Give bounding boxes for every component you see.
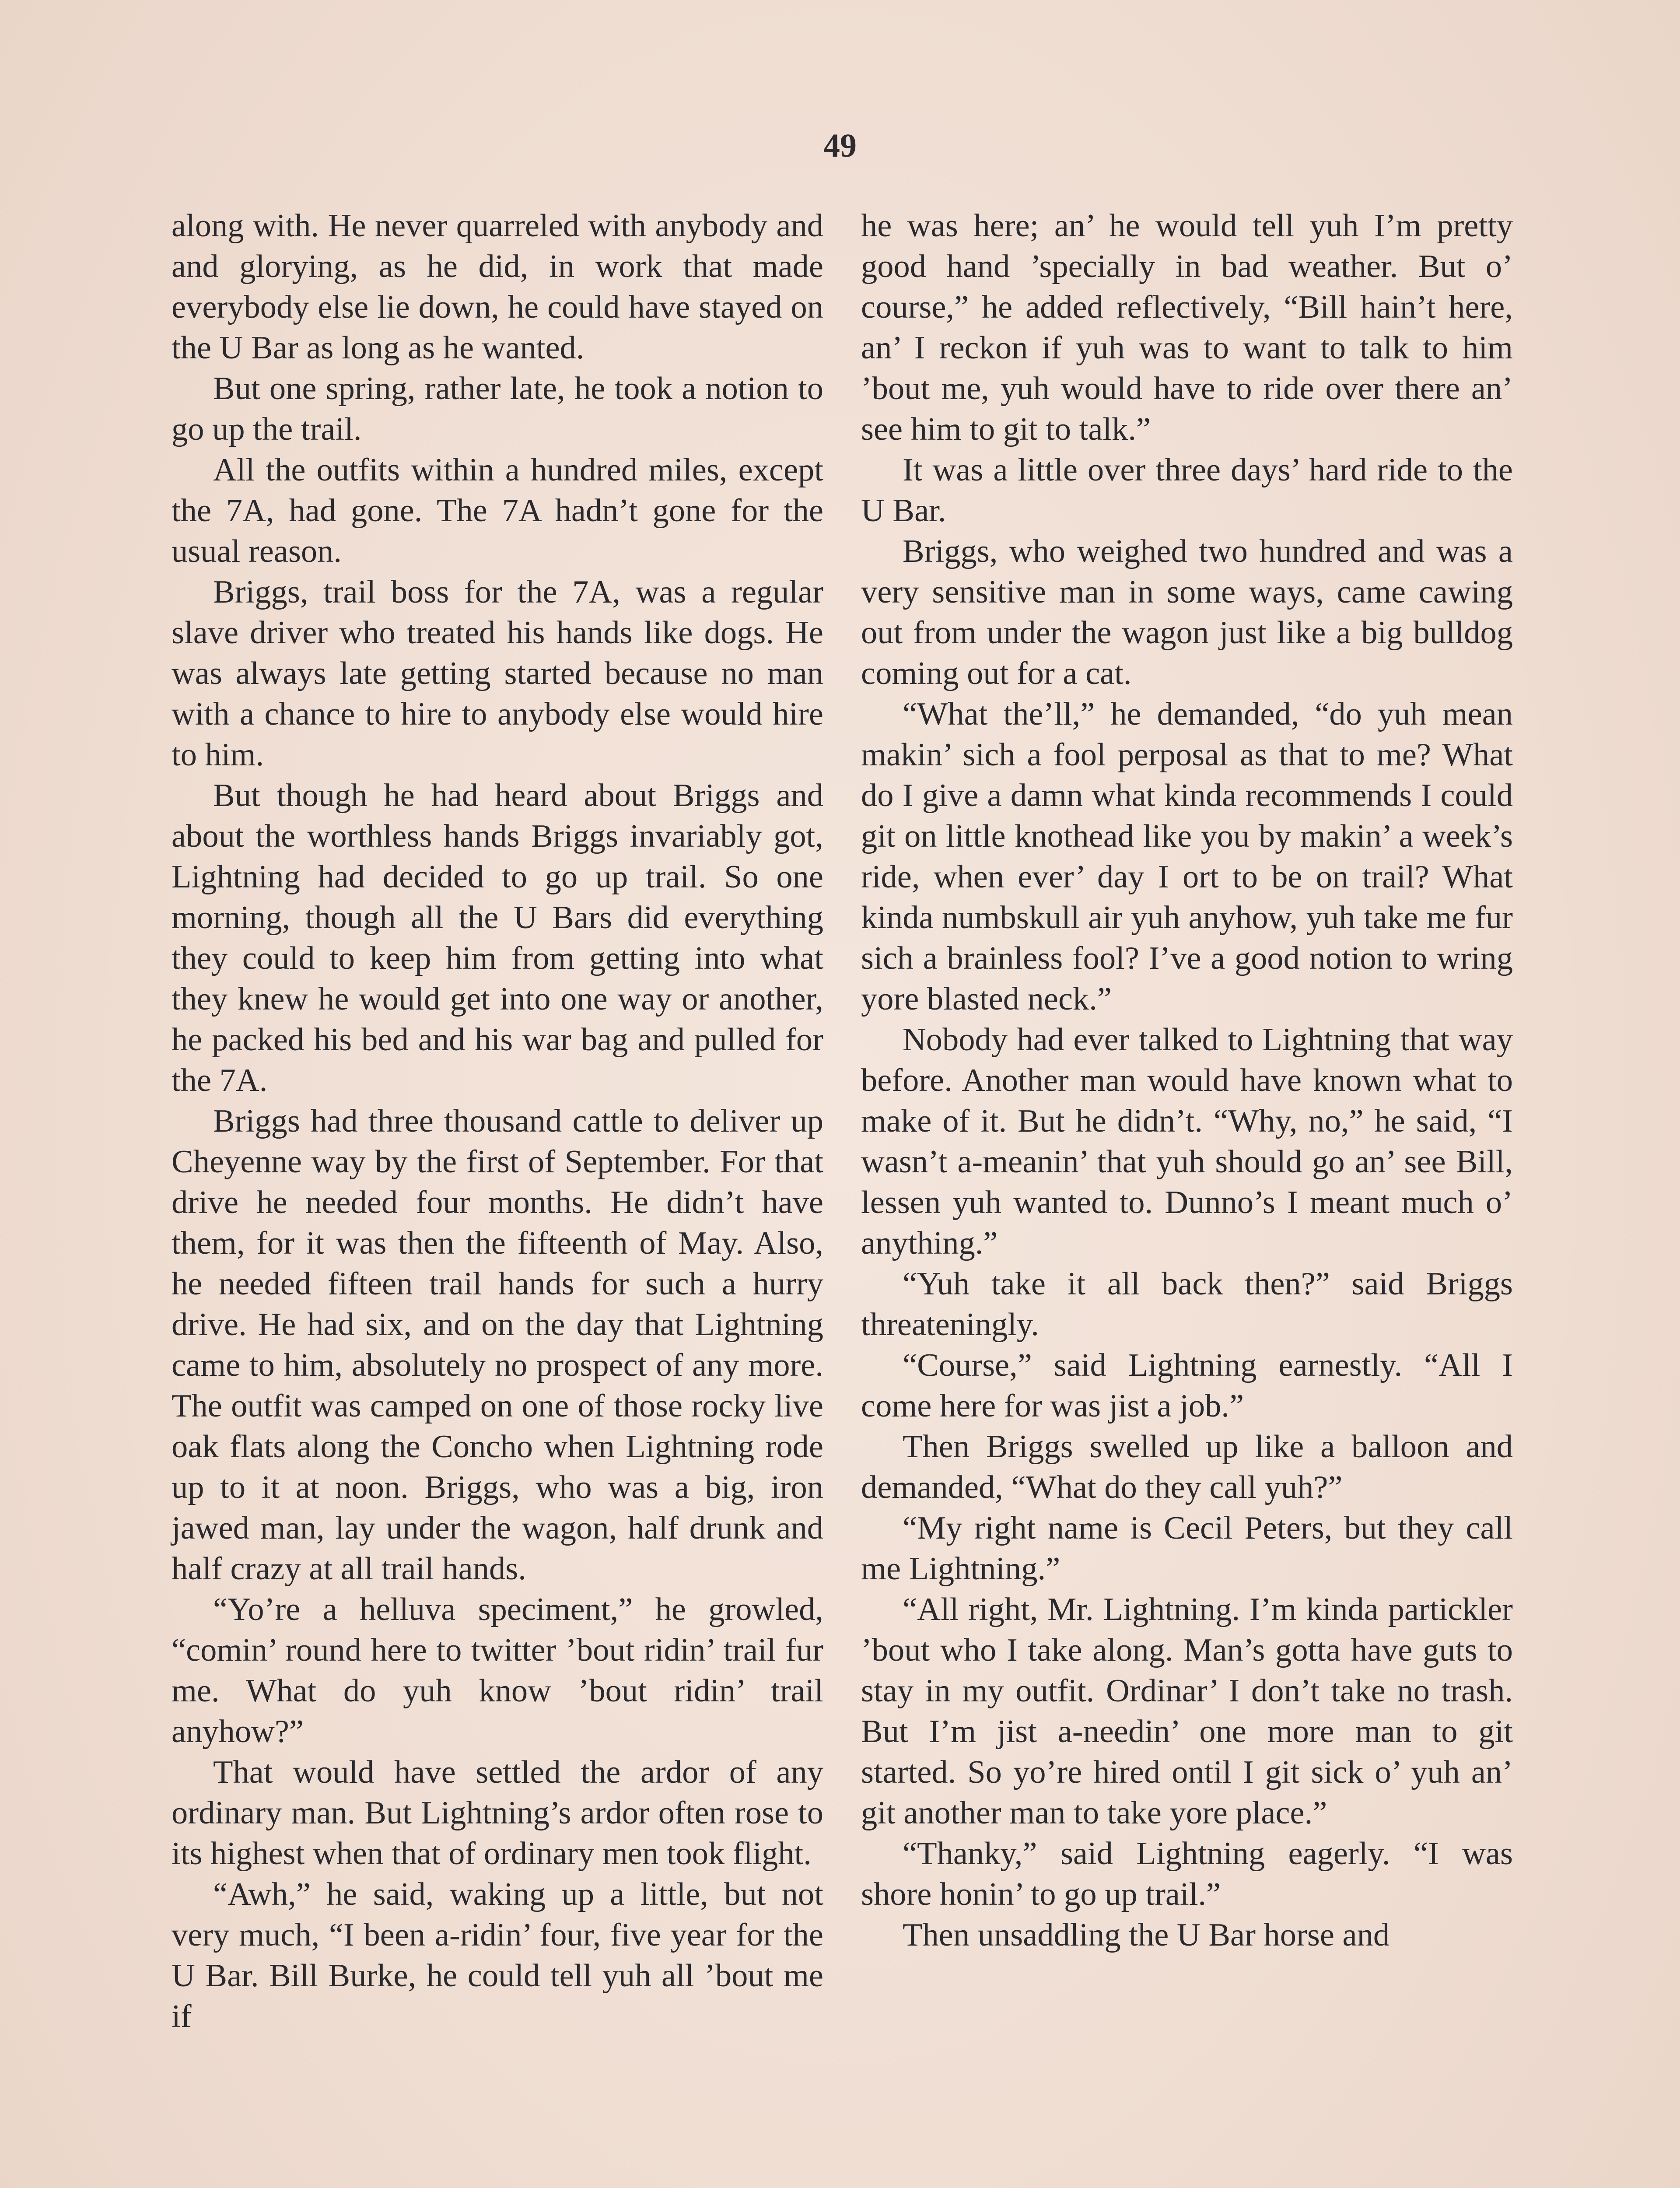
paragraph: “Awh,” he said, waking up a little, but not very much, “I been a-ridin’ four, five year for the U Bar. Bill Burke, he could tell yuh all ’bout me if <box>172 1876 823 2034</box>
paragraph: “Thanky,” said Lightning eagerly. “I was shore honin’ to go up trail.” <box>861 1836 1513 1912</box>
paragraph: Briggs, trail boss for the 7A, was a regular slave driver who treated his hands like dogs. He was always late getting started because no man with a chance to hire to anybody else would hire to him. <box>172 574 823 773</box>
paragraph: “Yo’re a helluva speciment,” he growled, “comin’ round here to twitter ’bout ridin’ trail fur me. What do yuh know ’bout ridin’ trail anyhow?” <box>172 1592 823 1750</box>
paragraph: he was here; an’ he would tell yuh I’m pretty good hand ’specially in bad weather. But o’ course,” he added reflectively, “Bill hain’t here, an’ I reckon if yuh was to want to talk to him ’bout me, yuh would have to ride over there an’ see him to git to talk.” <box>861 208 1513 447</box>
text-column-left <box>172 206 823 2037</box>
paragraph: That would have settled the ardor of any ordinary man. But Lightning’s ardor often rose to its highest when that of ordinary men took flight. <box>172 1754 823 1872</box>
paragraph: “What the’ll,” he demanded, “do yuh mean makin’ sich a fool perposal as that to me? What do I give a damn what kinda recommends I could git on little knothead like you by makin’ a week’s ride, when ever’ day I ort to be on trail? What kinda numbskull air yuh anyhow, yuh take me fur sich a brainless fool? I’ve a good notion to wring yore blasted neck.” <box>861 696 1513 1017</box>
page-number: 49 <box>823 127 857 164</box>
paragraph: “Yuh take it all back then?” said Briggs threateningly. <box>861 1266 1513 1343</box>
paragraph: Briggs, who weighed two hundred and was a very sensitive man in some ways, came cawing out from under the wagon just like a big bulldog coming out for a cat. <box>861 533 1513 691</box>
paragraph: It was a little over three days’ hard ride to the U Bar. <box>861 452 1513 529</box>
paragraph: “All right, Mr. Lightning. I’m kinda partickler ’bout who I take along. Man’s gotta have guts to stay in my outfit. Ordinar’ I don’t take no trash. But I’m jist a-needin’ one more man to git started. So yo’re hired ontil I git sick o’ yuh an’ git another man to take yore place.” <box>861 1592 1513 1831</box>
paragraph: But one spring, rather late, he took a notion to go up the trail. <box>172 371 823 447</box>
paragraph: All the outfits within a hundred miles, except the 7A, had gone. The 7A hadn’t gone for the usual reason. <box>172 452 823 569</box>
paragraph: Briggs had three thousand cattle to deliver up Cheyenne way by the first of September. For that drive he needed four months. He didn’t have them, for it was then the fifteenth of May. Also, he needed fifteen trail hands for such a hurry drive. He had six, and on the day that Lightning came to him, absolutely no prospect of any more. The outfit was camped on one of those rocky live oak flats along the Concho when Lightning rode up to it at noon. Briggs, who was a big, iron jawed man, lay under the wagon, half drunk and half crazy at all trail hands. <box>172 1103 823 1587</box>
paragraph: along with. He never quarreled with anybody and and glorying, as he did, in work that made everybody else lie down, he could have stayed on the U Bar as long as he wanted. <box>172 208 823 366</box>
paragraph: “My right name is Cecil Peters, but they call me Lightning.” <box>861 1510 1513 1587</box>
paragraph: Nobody had ever talked to Lightning that way before. Another man would have known what to make of it. But he didn’t. “Why, no,” he said, “I wasn’t a-meanin’ that yuh should go an’ see Bill, lessen yuh wanted to. Dunno’s I meant much o’ anything.” <box>861 1022 1513 1261</box>
text-column-right <box>861 206 1513 1956</box>
paragraph: Then Briggs swelled up like a balloon and demanded, “What do they call yuh?” <box>861 1429 1513 1505</box>
paragraph: But though he had heard about Briggs and about the worthless hands Briggs invariably got, Lightning had decided to go up trail. So one morning, though all the U Bars did everything they could to keep him from getting into what they knew he would get into one way or another, he packed his bed and his war bag and pulled for the 7A. <box>172 778 823 1098</box>
paragraph: “Course,” said Lightning earnestly. “All I come here for was jist a job.” <box>861 1347 1513 1424</box>
paragraph: Then unsaddling the U Bar horse and <box>903 1917 1390 1953</box>
